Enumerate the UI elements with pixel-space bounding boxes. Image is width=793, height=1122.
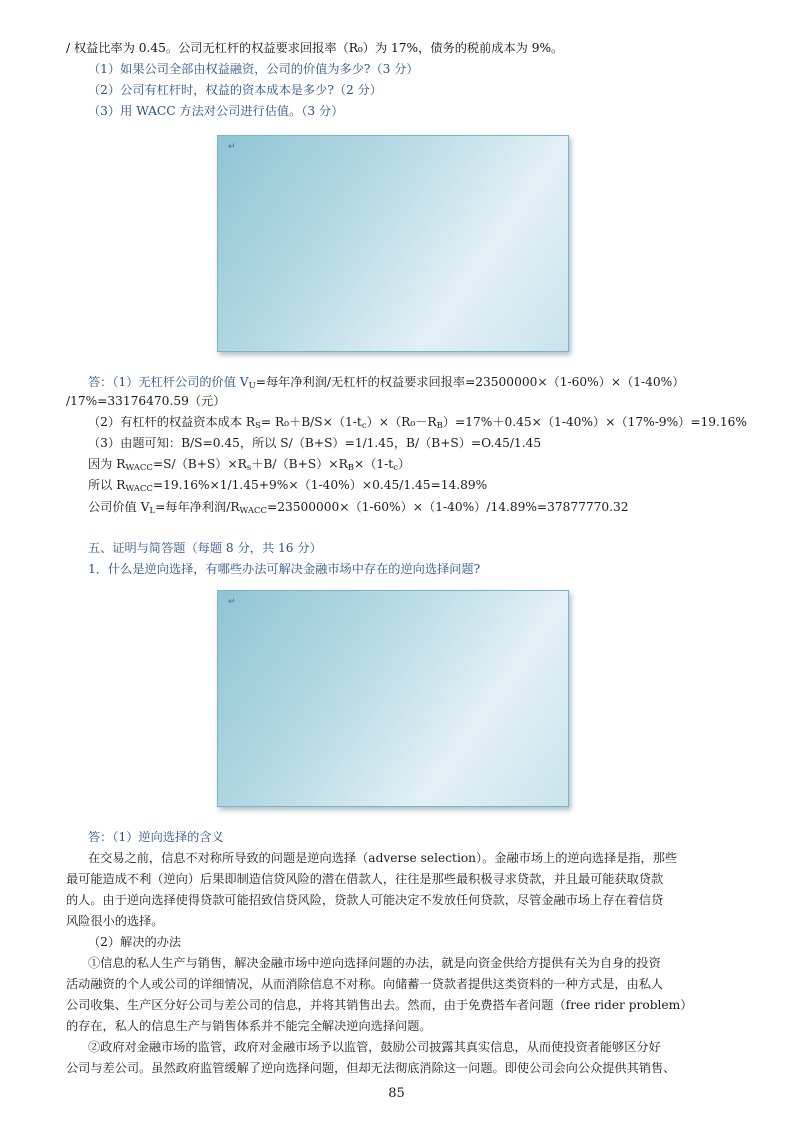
answer-2-line-2: 在交易之前，信息不对称所导致的问题是逆向选择（adverse selection）。金融市场上的逆向选择是指，那些 (88, 851, 678, 865)
answer-1-line-4: 因为 $R_{WACC}=S/(B+S)\times R_s+B/(B+S)\times R_B\times(1-t_c)$ (88, 457, 411, 473)
answer-1-line-6: 公司价值 $V_L=$每年净利润$/R_{WACC}=23500000\times(1-60\%)\times(1-40\%)/14.89\%=37877770.32$ (88, 500, 629, 516)
answer-2-line-10: 的存在，私人的信息生产与销售体系并不能完全解决逆向选择问题。 (66, 1019, 432, 1033)
answer-textbox-1[interactable] (217, 135, 569, 352)
answer-1-line-5: 所以 $R_{WACC}=19.16\%\times 1/1.45+9\%\times(1-40\%)\times 0.45/1.45=14.89\%$ (88, 478, 488, 494)
answer-1-line-2: （2）有杠杆的权益资本成本 $R_S= R_0+B/S\times(1-t_c)\times(R_0-R_B)=17\%+0.45\times(1-40\%)\times(17\%-9\%)=19.16\%$ (88, 415, 748, 431)
paragraph-mark-icon: ↵ (228, 597, 236, 607)
answer-2-line-7: ①信息的私人生产与销售，解决金融市场中逆向选择问题的办法，就是向资金供给方提供有关为自身的投资 (88, 956, 661, 970)
answer-2-line-12: 公司与差公司。虽然政府监管缓解了逆向选择问题，但却无法彻底消除这一问题。即使公司会向公众提供其销售、 (66, 1061, 676, 1075)
answer-2-line-8: 活动融资的个人或公司的详细情况，从而消除信息不对称。向储蓄一贷款者提供这类资料的一种方式是，由私人 (66, 977, 664, 991)
answer-textbox-2[interactable] (217, 590, 569, 807)
question-3: （3）用 WACC 方法对公司进行估值。（3 分） (88, 104, 344, 118)
answer-2-line-3: 最可能造成不利（逆向）后果即制造信贷风险的潜在借款人，往往是那些最积极寻求贷款，并且最可能获取贷款 (66, 872, 664, 886)
answer-2-line-9: 公司收集、生产区分好公司与差公司的信息，并将其销售出去。然而，由于免费搭车者问题（free rider problem） (66, 998, 693, 1012)
problem-line-0: / 权益比率为 0.45。公司无杠杆的权益要求回报率（R₀）为 17%，债务的税前成本为 9%。 (66, 41, 564, 55)
answer-2-line-5: 风险很小的选择。 (66, 914, 164, 928)
page-number: 85 (388, 1086, 405, 1101)
answer-2-line-6: （2）解决的办法 (88, 935, 182, 949)
answer-1-line-3: （3）由题可知：B/S=0.45，所以 S/（B+S）=1/1.45，B/（B+S）=O.45/1.45 (88, 436, 542, 450)
answer-1-line-1: 答：（1）无杠杆公司的价值 $V_U=$每年净利润/无杠杆的权益要求回报率=23500000×（1-60%）×（1-40%） (88, 375, 685, 391)
question-1: （1）如果公司全部由权益融资，公司的价值为多少?（3 分） (88, 62, 419, 76)
answer-1-line-1-cont: /17%=33176470.59（元） (66, 394, 226, 408)
question-2: （2）公司有杠杆时，权益的资本成本是多少?（2 分） (88, 83, 383, 97)
answer-2-line-4: 的人。由于逆向选择使得贷款可能招致信贷风险，贷款人可能决定不发放任何贷款，尽管金融市场上存在着信贷 (66, 893, 664, 907)
answer-2-line-1: 答：（1）逆向选择的含义 (88, 830, 224, 844)
paragraph-mark-icon: ↵ (228, 142, 236, 152)
section-5-heading: 五、证明与简答题（每题 8 分，共 16 分） (88, 541, 322, 555)
answer-2-line-11: ②政府对金融市场的监管，政府对金融市场予以监管，鼓励公司披露其真实信息，从而使投资者能够区分好 (88, 1040, 661, 1054)
section-5-question-1: 1．什么是逆向选择，有哪些办法可解决金融市场中存在的逆向选择问题? (88, 562, 481, 576)
